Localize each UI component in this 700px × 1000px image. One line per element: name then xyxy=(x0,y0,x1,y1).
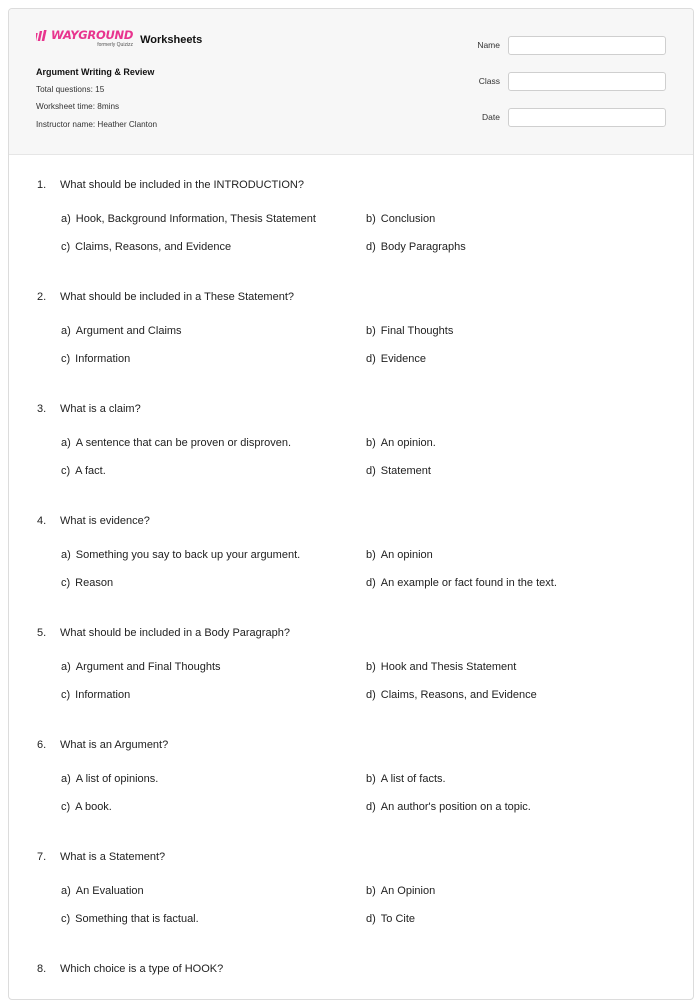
option-d xyxy=(366,353,426,365)
option-letter: d) xyxy=(366,241,376,253)
class-field-row xyxy=(466,70,666,92)
option-letter: b) xyxy=(366,549,376,561)
question-stem xyxy=(37,963,223,975)
option-text: A sentence that can be proven or disproven. xyxy=(75,437,292,449)
option-b xyxy=(366,773,446,785)
option-c xyxy=(61,465,106,477)
option-letter: d) xyxy=(366,913,376,925)
question-text: What is an Argument? xyxy=(60,739,169,751)
option-letter: b) xyxy=(366,773,376,785)
option-text: Hook, Background Information, Thesis Statement xyxy=(75,213,316,225)
option-a xyxy=(61,885,144,897)
option-text: To Cite xyxy=(380,913,416,925)
option-letter: a) xyxy=(61,661,71,673)
option-b xyxy=(366,325,453,337)
worksheet-title: Argument Writing & Review xyxy=(36,67,155,77)
question-number: 4. xyxy=(37,515,47,527)
question-text: What is a Statement? xyxy=(60,851,166,863)
option-letter: a) xyxy=(61,213,71,225)
option-text: Information xyxy=(75,689,131,701)
brand-title: Worksheets xyxy=(140,34,203,46)
option-d xyxy=(366,465,431,477)
question-stem xyxy=(37,739,168,751)
question-text: What should be included in a Body Paragraph? xyxy=(60,627,290,639)
option-a xyxy=(61,773,158,785)
question-3 xyxy=(9,379,693,491)
option-text: Final Thoughts xyxy=(380,325,454,337)
option-a xyxy=(61,549,300,561)
option-letter: b) xyxy=(366,661,376,673)
name-label: Name xyxy=(477,40,500,50)
option-text: Evidence xyxy=(380,353,427,365)
wayground-logo xyxy=(36,29,133,48)
option-c xyxy=(61,801,112,813)
option-letter: a) xyxy=(61,437,71,449)
option-c xyxy=(61,913,199,925)
worksheet-time: Worksheet time: 8mins xyxy=(36,102,120,111)
option-letter: c) xyxy=(61,353,71,365)
question-8 xyxy=(9,939,693,1000)
date-label: Date xyxy=(482,112,500,122)
option-a xyxy=(61,325,182,337)
option-b xyxy=(366,661,516,673)
option-letter: c) xyxy=(61,241,71,253)
question-text: What should be included in the INTRODUCTION? xyxy=(60,179,304,191)
question-6 xyxy=(9,715,693,827)
option-letter: d) xyxy=(366,801,376,813)
option-b xyxy=(366,885,435,897)
option-letter: d) xyxy=(366,353,376,365)
option-text: Argument and Final Thoughts xyxy=(75,661,221,673)
option-letter: c) xyxy=(61,801,71,813)
option-text: A list of opinions. xyxy=(75,773,159,785)
worksheet-page xyxy=(8,8,694,1000)
option-c xyxy=(61,577,113,589)
option-text: Information xyxy=(75,353,131,365)
question-number: 8. xyxy=(37,963,47,975)
option-text: A list of facts. xyxy=(380,773,446,785)
question-number: 2. xyxy=(37,291,47,303)
question-number: 1. xyxy=(37,179,47,191)
question-number: 3. xyxy=(37,403,47,415)
option-letter: a) xyxy=(61,325,71,337)
question-7 xyxy=(9,827,693,939)
brand xyxy=(36,29,202,48)
option-text: An Evaluation xyxy=(75,885,144,897)
option-letter: c) xyxy=(61,689,71,701)
option-d xyxy=(366,913,415,925)
question-stem xyxy=(37,179,304,191)
option-b xyxy=(366,213,435,225)
option-a xyxy=(61,661,221,673)
option-c xyxy=(61,241,231,253)
question-stem xyxy=(37,403,141,415)
option-text: Conclusion xyxy=(380,213,436,225)
date-field[interactable] xyxy=(508,108,666,127)
option-text: An opinion. xyxy=(380,437,436,449)
option-text: Reason xyxy=(75,577,114,589)
option-letter: b) xyxy=(366,325,376,337)
option-letter: b) xyxy=(366,885,376,897)
student-info-fields xyxy=(466,34,666,142)
option-letter: d) xyxy=(366,577,376,589)
question-stem xyxy=(37,627,290,639)
option-c xyxy=(61,353,130,365)
question-number: 6. xyxy=(37,739,47,751)
question-text: Which choice is a type of HOOK? xyxy=(60,963,224,975)
option-b xyxy=(366,437,436,449)
option-d xyxy=(366,689,537,701)
question-text: What should be included in a These Statement? xyxy=(60,291,295,303)
question-text: What is evidence? xyxy=(60,515,150,527)
total-questions: Total questions: 15 xyxy=(36,85,105,94)
option-a xyxy=(61,213,316,225)
question-stem xyxy=(37,851,165,863)
option-d xyxy=(366,241,466,253)
option-text: An Opinion xyxy=(380,885,436,897)
question-number: 7. xyxy=(37,851,47,863)
option-text: A book. xyxy=(75,801,112,813)
option-text: Claims, Reasons, and Evidence xyxy=(75,241,232,253)
option-d xyxy=(366,801,531,813)
option-text: A fact. xyxy=(75,465,106,477)
question-list xyxy=(9,155,693,1000)
option-text: An example or fact found in the text. xyxy=(380,577,557,589)
option-letter: c) xyxy=(61,913,71,925)
option-letter: c) xyxy=(61,577,71,589)
question-stem xyxy=(37,515,150,527)
option-letter: b) xyxy=(366,437,376,449)
question-1 xyxy=(9,155,693,267)
option-c xyxy=(61,689,130,701)
option-text: Statement xyxy=(380,465,431,477)
brand-name: WAYGROUND xyxy=(51,28,134,42)
option-text: Something that is factual. xyxy=(75,913,199,925)
option-letter: b) xyxy=(366,213,376,225)
worksheet-header xyxy=(9,9,693,155)
option-text: Argument and Claims xyxy=(75,325,182,337)
date-field-row xyxy=(466,106,666,128)
instructor-name: Instructor name: Heather Clanton xyxy=(36,120,158,129)
option-d xyxy=(366,577,557,589)
question-text: What is a claim? xyxy=(60,403,141,415)
option-a xyxy=(61,437,291,449)
class-label: Class xyxy=(478,76,500,86)
question-5 xyxy=(9,603,693,715)
option-letter: a) xyxy=(61,549,71,561)
wayground-mark-icon xyxy=(36,30,49,41)
option-letter: d) xyxy=(366,465,376,477)
brand-subtitle: formerly Quizizz xyxy=(97,42,134,48)
name-field-row xyxy=(466,34,666,56)
option-text: Hook and Thesis Statement xyxy=(380,661,517,673)
option-text: An author's position on a topic. xyxy=(380,801,531,813)
class-field[interactable] xyxy=(508,72,666,91)
option-letter: a) xyxy=(61,885,71,897)
option-b xyxy=(366,549,433,561)
option-text: Something you say to back up your argument. xyxy=(75,549,301,561)
question-number: 5. xyxy=(37,627,47,639)
option-letter: c) xyxy=(61,465,71,477)
question-stem xyxy=(37,291,294,303)
name-field[interactable] xyxy=(508,36,666,55)
option-text: Body Paragraphs xyxy=(380,241,466,253)
option-text: An opinion xyxy=(380,549,433,561)
option-letter: a) xyxy=(61,773,71,785)
option-text: Claims, Reasons, and Evidence xyxy=(380,689,537,701)
question-2 xyxy=(9,267,693,379)
question-4 xyxy=(9,491,693,603)
option-letter: d) xyxy=(366,689,376,701)
